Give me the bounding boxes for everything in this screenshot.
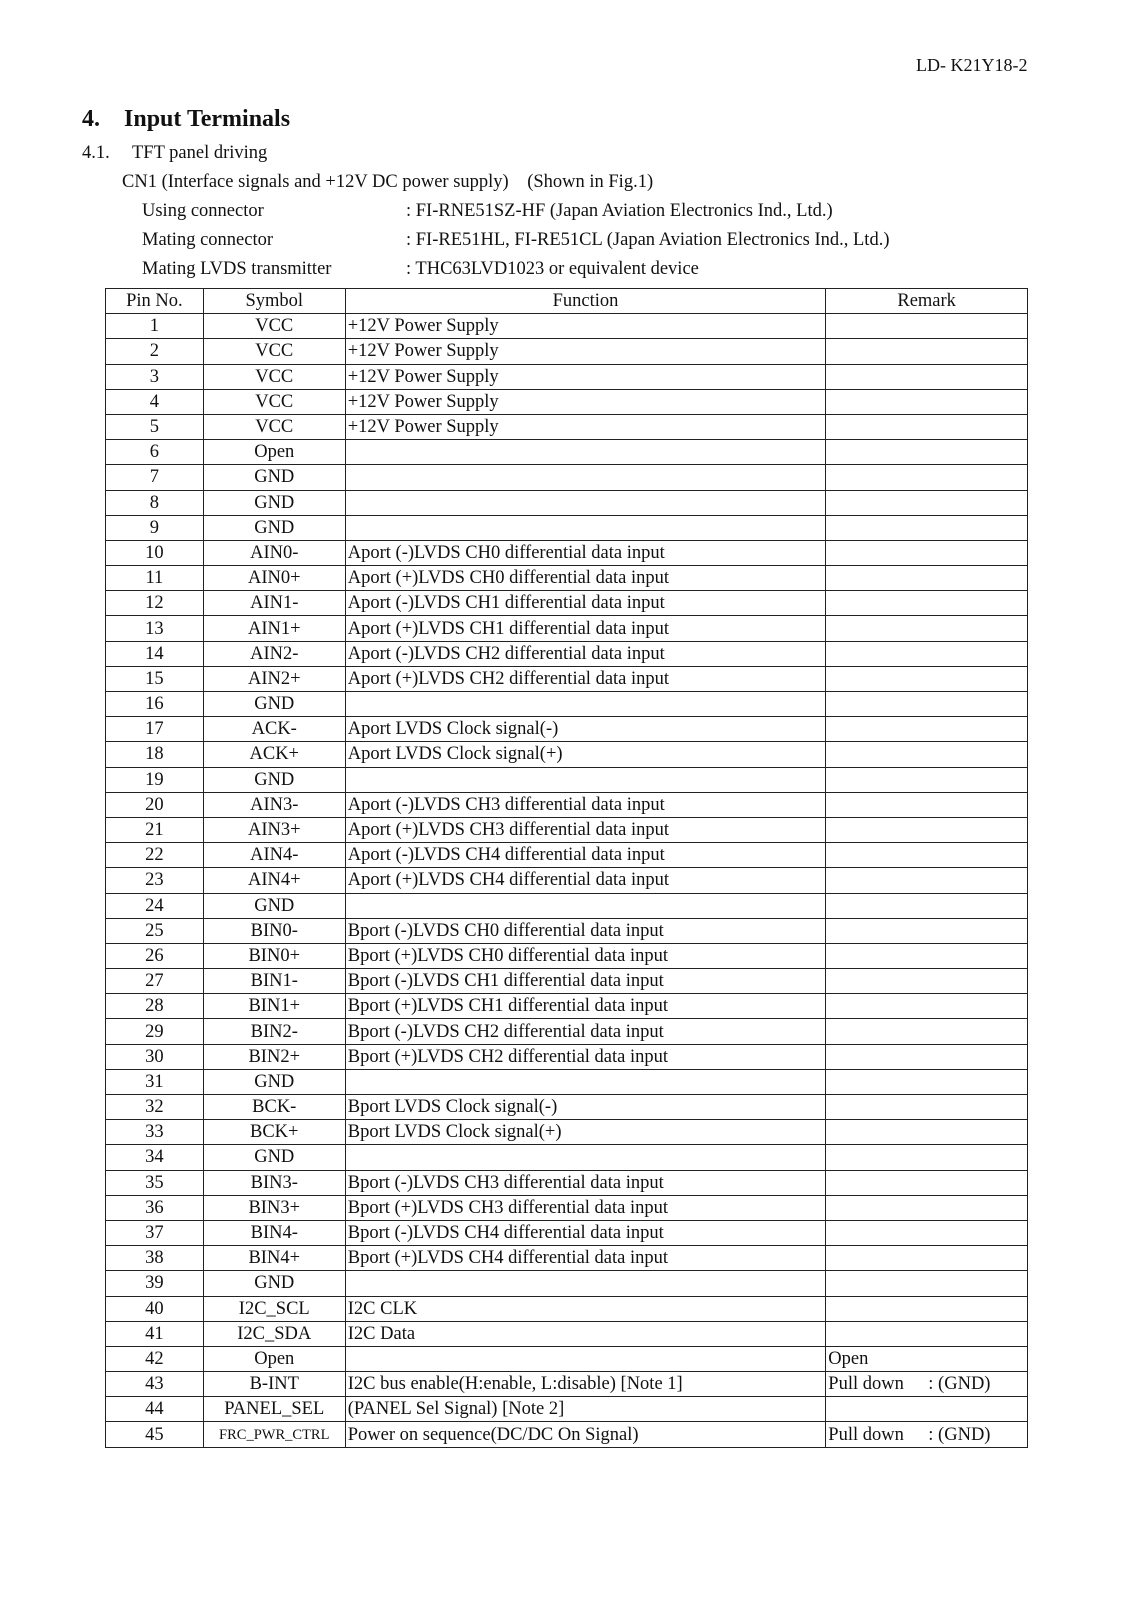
remark-cell [826,1220,1028,1245]
connector-info-row [142,230,889,251]
function-cell [345,1271,826,1296]
symbol-cell: BIN3- [203,1170,345,1195]
table-row [106,994,1028,1019]
table-row [106,1170,1028,1195]
symbol-cell: GND [203,893,345,918]
pin-number-cell: 21 [106,817,204,842]
pin-number-cell: 6 [106,440,204,465]
remark-cell [826,1095,1028,1120]
symbol-cell: BIN0+ [203,943,345,968]
symbol-cell: BIN2- [203,1019,345,1044]
remark-text: Open [828,1348,869,1369]
section-number: 4. [82,106,100,132]
symbol-cell: VCC [203,314,345,339]
function-cell: Aport (+)LVDS CH0 differential data input [345,566,826,591]
function-cell: +12V Power Supply [345,314,826,339]
function-cell: Bport (+)LVDS CH1 differential data input [345,994,826,1019]
remark-cell [826,969,1028,994]
function-cell: Power on sequence(DC/DC On Signal) [345,1422,826,1447]
table-row [106,1246,1028,1271]
remark-cell [826,339,1028,364]
remark-cell [826,918,1028,943]
function-cell [345,692,826,717]
function-cell: Bport (+)LVDS CH0 differential data input [345,943,826,968]
header-symbol: Symbol [203,289,345,314]
pin-number-cell: 14 [106,641,204,666]
table-row [106,314,1028,339]
remark-cell [826,465,1028,490]
function-cell: Bport (-)LVDS CH1 differential data input [345,969,826,994]
pin-number-cell: 44 [106,1397,204,1422]
symbol-cell: PANEL_SEL [203,1397,345,1422]
symbol-cell: BIN0- [203,918,345,943]
subsection-number: 4.1. [82,143,110,163]
table-row [106,692,1028,717]
table-header-row [106,289,1028,314]
function-cell: Bport (-)LVDS CH2 differential data input [345,1019,826,1044]
table-row [106,1069,1028,1094]
table-row [106,1346,1028,1371]
table-row [106,440,1028,465]
table-row [106,843,1028,868]
function-cell: +12V Power Supply [345,414,826,439]
subsection-heading [82,143,267,164]
function-cell: Bport (+)LVDS CH2 differential data input [345,1044,826,1069]
function-cell: Aport (-)LVDS CH4 differential data input [345,843,826,868]
function-cell: Bport (-)LVDS CH4 differential data input [345,1220,826,1245]
remark-cell [826,767,1028,792]
table-row [106,1296,1028,1321]
function-cell: +12V Power Supply [345,389,826,414]
connector-info-row [142,259,699,280]
symbol-cell: AIN0+ [203,566,345,591]
pin-number-cell: 20 [106,792,204,817]
remark-cell [826,1271,1028,1296]
function-cell: Bport (-)LVDS CH3 differential data input [345,1170,826,1195]
table-row [106,389,1028,414]
remark-cell [826,1321,1028,1346]
remark-cell [826,1044,1028,1069]
symbol-cell: FRC_PWR_CTRL [203,1422,345,1447]
remark-cell [826,1296,1028,1321]
symbol-cell: I2C_SCL [203,1296,345,1321]
remark-cell [826,490,1028,515]
function-cell [345,1346,826,1371]
symbol-cell: GND [203,692,345,717]
table-row [106,616,1028,641]
table-row [106,943,1028,968]
symbol-cell: AIN0- [203,540,345,565]
table-row [106,414,1028,439]
function-cell: (PANEL Sel Signal) [Note 2] [345,1397,826,1422]
table-row [106,1195,1028,1220]
table-row [106,1372,1028,1397]
pin-number-cell: 11 [106,566,204,591]
symbol-cell: GND [203,1145,345,1170]
pin-number-cell: 10 [106,540,204,565]
symbol-cell: VCC [203,364,345,389]
pin-number-cell: 16 [106,692,204,717]
table-row [106,1321,1028,1346]
pin-number-cell: 23 [106,868,204,893]
function-cell [345,440,826,465]
pin-number-cell: 3 [106,364,204,389]
pin-number-cell: 8 [106,490,204,515]
symbol-cell: VCC [203,414,345,439]
remark-cell [826,314,1028,339]
pin-number-cell: 31 [106,1069,204,1094]
pin-number-cell: 19 [106,767,204,792]
pin-number-cell: 1 [106,314,204,339]
pin-number-cell: 41 [106,1321,204,1346]
symbol-cell: AIN3+ [203,817,345,842]
pin-number-cell: 4 [106,389,204,414]
table-row [106,1044,1028,1069]
pin-number-cell: 22 [106,843,204,868]
pin-number-cell: 28 [106,994,204,1019]
table-row [106,969,1028,994]
connector-label: Mating connector [142,230,273,250]
connector-value: : FI-RE51HL, FI-RE51CL (Japan Aviation Electronics Ind., Ltd.) [406,230,890,250]
symbol-cell: BCK+ [203,1120,345,1145]
remark-cell [826,1346,1028,1371]
pin-number-cell: 25 [106,918,204,943]
pin-number-cell: 13 [106,616,204,641]
function-cell: +12V Power Supply [345,364,826,389]
symbol-cell: GND [203,465,345,490]
table-row [106,918,1028,943]
symbol-cell: AIN4+ [203,868,345,893]
connector-value: : FI-RNE51SZ-HF (Japan Aviation Electronics Ind., Ltd.) [406,201,833,221]
table-row [106,641,1028,666]
pin-number-cell: 12 [106,591,204,616]
table-row [106,1019,1028,1044]
symbol-cell: AIN2+ [203,666,345,691]
table-row [106,1120,1028,1145]
table-row [106,591,1028,616]
table-row [106,1095,1028,1120]
pin-number-cell: 17 [106,717,204,742]
remark-cell [826,666,1028,691]
connector-info-row [142,201,833,222]
remark-cell [826,742,1028,767]
table-row [106,868,1028,893]
symbol-cell: BIN1- [203,969,345,994]
function-cell: Aport (-)LVDS CH1 differential data input [345,591,826,616]
remark-cell [826,641,1028,666]
remark-cell [826,1246,1028,1271]
subsection-title: TFT panel driving [132,143,268,163]
pin-number-cell: 38 [106,1246,204,1271]
pin-number-cell: 40 [106,1296,204,1321]
header-function: Function [345,289,826,314]
table-row [106,742,1028,767]
pin-number-cell: 27 [106,969,204,994]
symbol-cell: BIN2+ [203,1044,345,1069]
pin-number-cell: 15 [106,666,204,691]
function-cell: Bport (+)LVDS CH3 differential data input [345,1195,826,1220]
remark-cell [826,515,1028,540]
symbol-cell: BIN1+ [203,994,345,1019]
table-row [106,717,1028,742]
remark-cell [826,692,1028,717]
function-cell: I2C CLK [345,1296,826,1321]
symbol-cell: AIN1+ [203,616,345,641]
table-row [106,515,1028,540]
remark-cell [826,1120,1028,1145]
function-cell: I2C bus enable(H:enable, L:disable) [Note 1] [345,1372,826,1397]
function-cell: Bport (+)LVDS CH4 differential data input [345,1246,826,1271]
symbol-cell: Open [203,440,345,465]
pin-number-cell: 32 [106,1095,204,1120]
table-row [106,1397,1028,1422]
function-cell: Aport LVDS Clock signal(-) [345,717,826,742]
function-cell: Bport LVDS Clock signal(-) [345,1095,826,1120]
symbol-cell: Open [203,1346,345,1371]
symbol-cell: GND [203,1271,345,1296]
remark-cell [826,540,1028,565]
table-row [106,490,1028,515]
function-cell [345,767,826,792]
function-cell: Aport (+)LVDS CH2 differential data input [345,666,826,691]
table-row [106,1422,1028,1447]
remark-cell [826,943,1028,968]
table-row [106,465,1028,490]
table-row [106,666,1028,691]
remark-text: Pull down [828,1424,904,1445]
function-cell [345,1145,826,1170]
symbol-cell: AIN2- [203,641,345,666]
function-cell: Aport (-)LVDS CH0 differential data input [345,540,826,565]
remark-cell [826,414,1028,439]
function-cell: Aport (+)LVDS CH3 differential data input [345,817,826,842]
remark-cell [826,843,1028,868]
remark-cell [826,1170,1028,1195]
symbol-cell: AIN3- [203,792,345,817]
remark-cell [826,591,1028,616]
pin-number-cell: 42 [106,1346,204,1371]
symbol-cell: BIN4- [203,1220,345,1245]
header-pin-no: Pin No. [106,289,204,314]
pin-number-cell: 34 [106,1145,204,1170]
remark-cell [826,1422,1028,1447]
table-row [106,767,1028,792]
symbol-cell: VCC [203,339,345,364]
symbol-cell: VCC [203,389,345,414]
connector-intro: CN1 (Interface signals and +12V DC power supply) (Shown in Fig.1) [122,172,654,192]
function-cell: I2C Data [345,1321,826,1346]
pin-number-cell: 9 [106,515,204,540]
remark-cell [826,717,1028,742]
remark-cell [826,893,1028,918]
function-cell: Aport LVDS Clock signal(+) [345,742,826,767]
remark-cell [826,1069,1028,1094]
pin-assignment-table [105,288,1028,1448]
section-title: Input Terminals [124,106,291,132]
symbol-cell: AIN4- [203,843,345,868]
symbol-cell: GND [203,515,345,540]
pin-number-cell: 26 [106,943,204,968]
pin-number-cell: 5 [106,414,204,439]
symbol-cell: GND [203,767,345,792]
symbol-cell: ACK- [203,717,345,742]
function-cell: Bport (-)LVDS CH0 differential data input [345,918,826,943]
table-row [106,817,1028,842]
pin-number-cell: 2 [106,339,204,364]
pin-number-cell: 45 [106,1422,204,1447]
function-cell: Aport (-)LVDS CH3 differential data input [345,792,826,817]
table-row [106,1220,1028,1245]
function-cell [345,465,826,490]
function-cell [345,515,826,540]
table-row [106,893,1028,918]
pin-number-cell: 33 [106,1120,204,1145]
remark-connection: : (GND) [928,1374,991,1395]
symbol-cell: GND [203,490,345,515]
remark-cell [826,364,1028,389]
pin-number-cell: 39 [106,1271,204,1296]
symbol-cell: BIN3+ [203,1195,345,1220]
remark-cell [826,440,1028,465]
remark-cell [826,868,1028,893]
symbol-cell: BCK- [203,1095,345,1120]
remark-cell [826,389,1028,414]
symbol-cell: B-INT [203,1372,345,1397]
remark-cell [826,616,1028,641]
document-id: LD- K21Y18-2 [916,55,1028,75]
remark-connection: : (GND) [928,1424,991,1445]
remark-cell [826,817,1028,842]
symbol-cell: I2C_SDA [203,1321,345,1346]
section-heading [82,106,290,133]
remark-cell [826,1145,1028,1170]
table-row [106,792,1028,817]
remark-cell [826,1372,1028,1397]
symbol-cell: ACK+ [203,742,345,767]
connector-label: Using connector [142,201,264,221]
remark-cell [826,994,1028,1019]
header-remark: Remark [826,289,1028,314]
pin-number-cell: 7 [106,465,204,490]
table-row [106,566,1028,591]
pin-number-cell: 24 [106,893,204,918]
function-cell: Aport (-)LVDS CH2 differential data input [345,641,826,666]
connector-label: Mating LVDS transmitter [142,259,332,279]
function-cell: Aport (+)LVDS CH1 differential data input [345,616,826,641]
symbol-cell: AIN1- [203,591,345,616]
pin-number-cell: 43 [106,1372,204,1397]
table-row [106,1145,1028,1170]
function-cell [345,893,826,918]
remark-cell [826,1019,1028,1044]
function-cell: Bport LVDS Clock signal(+) [345,1120,826,1145]
pin-number-cell: 35 [106,1170,204,1195]
remark-cell [826,1195,1028,1220]
connector-value: : THC63LVD1023 or equivalent device [406,259,699,279]
table-row [106,1271,1028,1296]
symbol-cell: GND [203,1069,345,1094]
table-row [106,339,1028,364]
remark-cell [826,566,1028,591]
function-cell: +12V Power Supply [345,339,826,364]
symbol-cell: BIN4+ [203,1246,345,1271]
table-row [106,540,1028,565]
pin-number-cell: 37 [106,1220,204,1245]
remark-cell [826,1397,1028,1422]
remark-cell [826,792,1028,817]
function-cell [345,490,826,515]
remark-text: Pull down [828,1374,904,1395]
pin-number-cell: 18 [106,742,204,767]
function-cell: Aport (+)LVDS CH4 differential data input [345,868,826,893]
table-row [106,364,1028,389]
pin-number-cell: 36 [106,1195,204,1220]
function-cell [345,1069,826,1094]
pin-number-cell: 29 [106,1019,204,1044]
pin-number-cell: 30 [106,1044,204,1069]
